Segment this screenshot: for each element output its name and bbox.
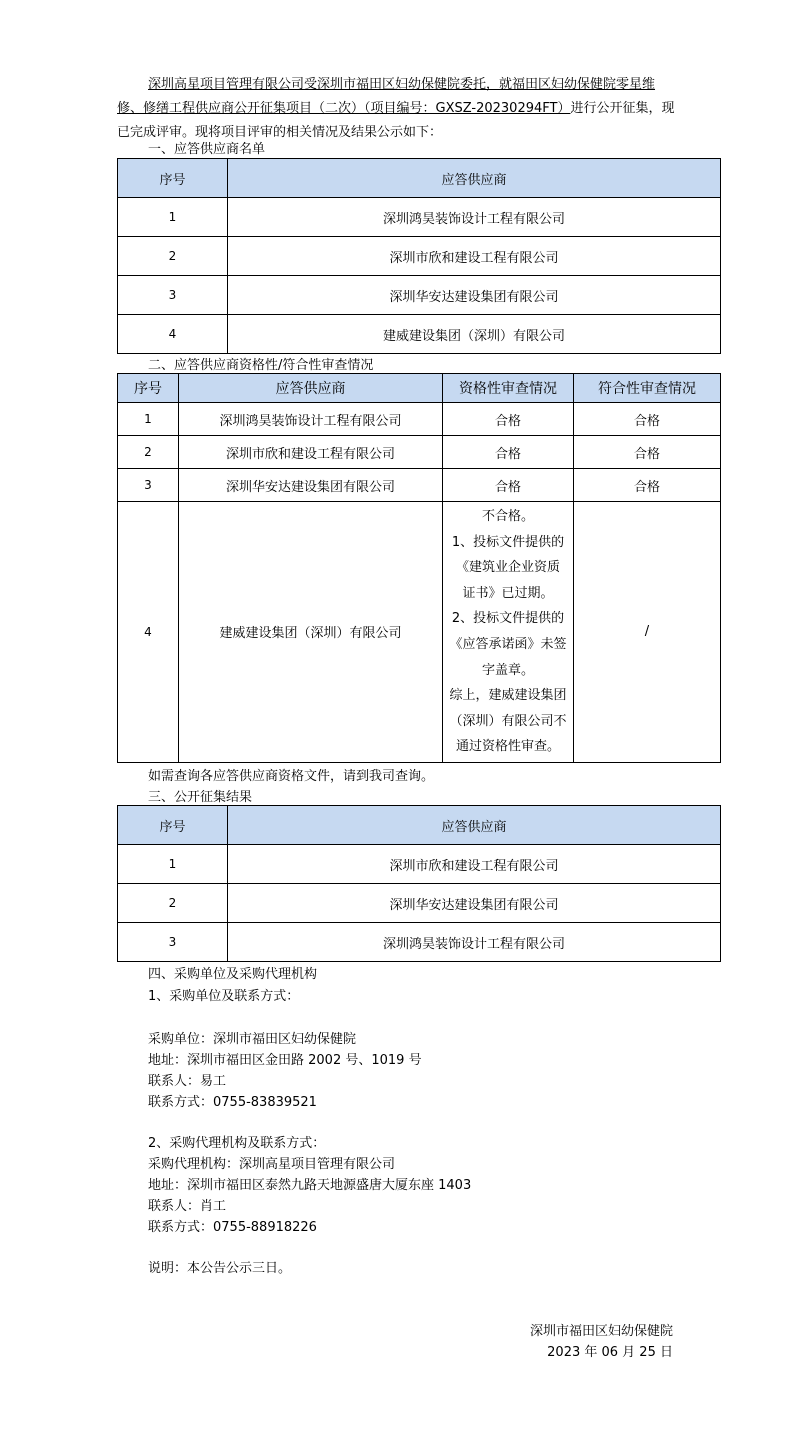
row-no: 4	[118, 315, 228, 354]
row-supplier: 深圳鸿昊装饰设计工程有限公司	[228, 198, 721, 237]
purchaser-phone: 联系方式：0755-83839521	[148, 1095, 317, 1110]
row-no: 3	[118, 469, 179, 502]
row-supplier: 深圳华安达建设集团有限公司	[228, 884, 721, 923]
table-header-row	[118, 159, 721, 198]
row-conformity: 合格	[574, 469, 721, 502]
reason-line: 《建筑业企业资质	[455, 560, 560, 576]
row-qualification: 合格	[443, 436, 574, 469]
intro-paragraph	[117, 73, 677, 145]
reason-line: 通过资格性审查。	[455, 739, 560, 755]
supplier-list-table	[117, 158, 721, 354]
row-supplier: 深圳市欣和建设工程有限公司	[228, 845, 721, 884]
section4-heading: 四、采购单位及采购代理机构	[148, 967, 318, 982]
row-qualification: 合格	[443, 403, 574, 436]
purchaser-title: 1、采购单位及联系方式：	[148, 989, 300, 1004]
purchaser-contact: 联系人：易工	[148, 1074, 227, 1089]
purchaser-name: 采购单位：深圳市福田区妇幼保健院	[148, 1032, 357, 1047]
row-supplier: 深圳华安达建设集团有限公司	[179, 469, 443, 502]
row-supplier: 深圳鸿昊装饰设计工程有限公司	[228, 923, 721, 962]
agent-phone: 联系方式：0755-88918226	[148, 1220, 317, 1235]
reason-line: 1、投标文件提供的	[451, 534, 565, 550]
reason-line: 综上，建威建设集团	[449, 688, 567, 704]
header-conformity: 符合性审查情况	[574, 374, 721, 403]
row-supplier: 建威建设集团（深圳）有限公司	[228, 315, 721, 354]
table-header-row	[118, 374, 721, 403]
row-no: 2	[118, 884, 228, 923]
table-row	[118, 237, 721, 276]
table-row	[118, 436, 721, 469]
table-row	[118, 469, 721, 502]
table-header-row	[118, 806, 721, 845]
signature-org: 深圳市福田区妇幼保健院	[529, 1324, 673, 1339]
result-table	[117, 805, 721, 962]
row-no: 1	[118, 403, 179, 436]
announcement-note: 说明：本公告公示三日。	[148, 1261, 292, 1276]
header-supplier: 应答供应商	[228, 159, 721, 198]
row-no: 2	[118, 436, 179, 469]
reason-line: 不合格。	[481, 509, 534, 524]
row-conformity: /	[574, 502, 721, 763]
intro-underlined-text: 深圳高星项目管理有限公司受深圳市福田区妇幼保健院委托，就福田区妇幼保健院零星维修、修缮工程供应商公开征集项目（二次）（项目编号：GXSZ-20230294FT）	[117, 77, 656, 116]
reason-line: 证书》已过期。	[462, 585, 554, 601]
reason-line: 《应答承诺函》未签	[449, 636, 567, 652]
row-no: 1	[118, 198, 228, 237]
table-row	[118, 923, 721, 962]
row-no: 2	[118, 237, 228, 276]
row-supplier: 建威建设集团（深圳）有限公司	[179, 502, 443, 763]
table-row	[118, 198, 721, 237]
row-conformity: 合格	[574, 403, 721, 436]
header-no: 序号	[118, 806, 228, 845]
section2-note: 如需查询各应答供应商资格文件，请到我司查询。	[148, 769, 435, 784]
row-supplier: 深圳市欣和建设工程有限公司	[179, 436, 443, 469]
table-row	[118, 403, 721, 436]
header-qualification: 资格性审查情况	[443, 374, 574, 403]
row-no: 3	[118, 923, 228, 962]
agent-contact: 联系人：肖工	[148, 1199, 227, 1214]
row-qualification: 合格	[443, 469, 574, 502]
table-row	[118, 315, 721, 354]
review-table	[117, 373, 721, 763]
table-row	[118, 276, 721, 315]
row-supplier: 深圳华安达建设集团有限公司	[228, 276, 721, 315]
row-no: 3	[118, 276, 228, 315]
table-row	[118, 884, 721, 923]
row-conformity: 合格	[574, 436, 721, 469]
section2-heading: 二、应答供应商资格性/符合性审查情况	[148, 358, 374, 373]
header-no: 序号	[118, 159, 228, 198]
row-supplier: 深圳市欣和建设工程有限公司	[228, 237, 721, 276]
reason-line: （深圳）有限公司不	[449, 713, 567, 729]
purchaser-address: 地址：深圳市福田区金田路 2002 号、1019 号	[148, 1053, 422, 1068]
signature-date: 2023 年 06 月 25 日	[547, 1345, 673, 1360]
row-no: 1	[118, 845, 228, 884]
section1-heading: 一、应答供应商名单	[148, 142, 266, 157]
table-row	[118, 502, 721, 763]
row-supplier: 深圳鸿昊装饰设计工程有限公司	[179, 403, 443, 436]
header-supplier: 应答供应商	[179, 374, 443, 403]
row-no: 4	[118, 502, 179, 763]
intro-text: 进行公开征集，现已完成评审。现将项目评审的相关情况及结果公示如下：	[117, 101, 675, 140]
reason-line: 字盖章。	[481, 662, 534, 678]
agent-name: 采购代理机构：深圳高星项目管理有限公司	[148, 1157, 396, 1172]
section3-heading: 三、公开征集结果	[148, 790, 253, 805]
table-row	[118, 845, 721, 884]
agent-address: 地址：深圳市福田区泰然九路天地源盛唐大厦东座 1403	[148, 1178, 472, 1193]
agent-title: 2、采购代理机构及联系方式：	[148, 1136, 326, 1151]
header-no: 序号	[118, 374, 179, 403]
reason-line: 2、投标文件提供的	[451, 611, 565, 627]
header-supplier: 应答供应商	[228, 806, 721, 845]
row-qualification-reason	[443, 502, 574, 763]
